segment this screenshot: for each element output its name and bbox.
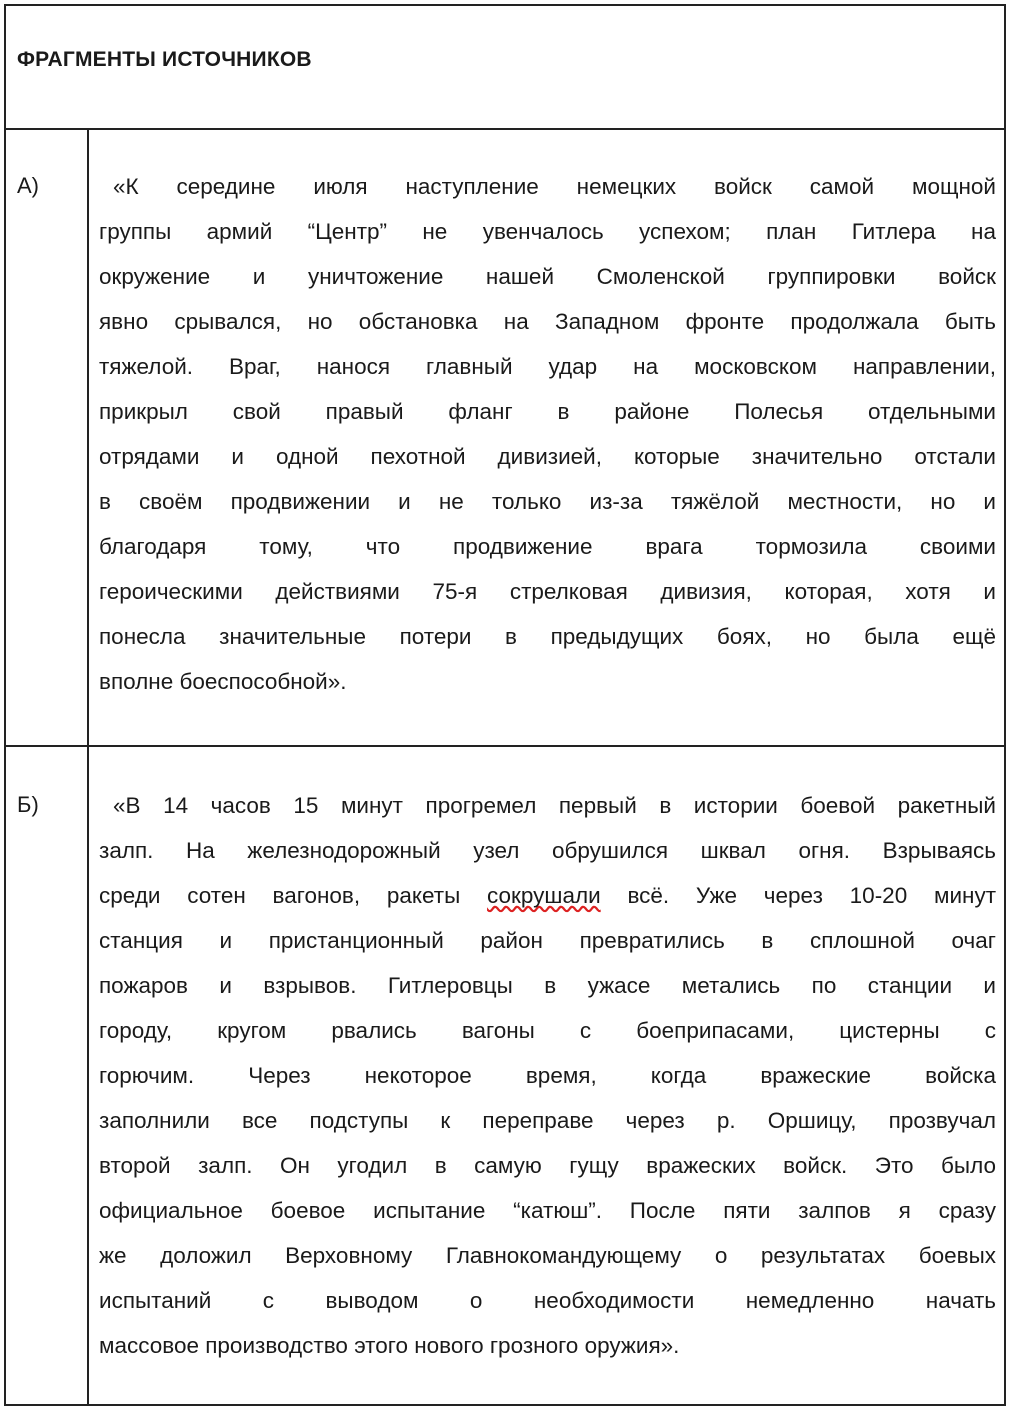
text-line: же доложил Верховному Главнокомандующему о результатах боевых [99, 1243, 996, 1268]
text-line: благодаря тому, что продвижение врага тормозила своими [99, 534, 996, 559]
text-line: понесла значительные потери в предыдущих боях, но была ещё [99, 624, 996, 649]
text-line: окружение и уничтожение нашей Смоленской группировки войск [99, 264, 996, 289]
text-line: горючим. Через некоторое время, когда вражеские войска [99, 1063, 996, 1088]
text-line: прикрыл свой правый фланг в районе Полесья отдельными [99, 399, 996, 424]
fragment-label: А) [17, 173, 39, 198]
sources-table [4, 4, 1006, 1406]
table-title: ФРАГМЕНТЫ ИСТОЧНИКОВ [17, 48, 312, 71]
text-line: «К середине июля наступление немецких войск самой мощной [113, 174, 996, 199]
text-line: группы армий “Центр” не увенчалось успехом; план Гитлера на [99, 219, 996, 244]
text-line: отрядами и одной пехотной дивизией, которые значительно отстали [99, 444, 996, 469]
fragment-row-b [6, 747, 1004, 1406]
fragment-row-a [6, 128, 1004, 747]
text-line: среди сотен вагонов, ракеты сокрушали всё. Уже через 10-20 минут [99, 883, 996, 908]
text-line: явно срывался, но обстановка на Западном фронте продолжала быть [99, 309, 996, 334]
spellcheck-underline[interactable]: сокрушали [487, 883, 601, 908]
text-line: залп. На железнодорожный узел обрушился шквал огня. Взрываясь [99, 838, 996, 863]
fragment-text [99, 164, 996, 704]
table-header [6, 6, 1004, 130]
text-line: пожаров и взрывов. Гитлеровцы в ужасе метались по станции и [99, 973, 996, 998]
text-line: в своём продвижении и не только из-за тяжёлой местности, но и [99, 489, 996, 514]
text-line: тяжелой. Враг, нанося главный удар на московском направлении, [99, 354, 996, 379]
text-line: вполне боеспособной». [99, 669, 347, 694]
fragment-label: Б) [17, 792, 39, 817]
text-line: заполнили все подступы к переправе через р. Оршицу, прозвучал [99, 1108, 996, 1133]
fragment-text [99, 783, 996, 1368]
text-line: героическими действиями 75-я стрелковая дивизия, которая, хотя и [99, 579, 996, 604]
text-line: «В 14 часов 15 минут прогремел первый в истории боевой ракетный [113, 793, 996, 818]
text-line: официальное боевое испытание “катюш”. После пяти залпов я сразу [99, 1198, 996, 1223]
text-line: городу, кругом рвались вагоны с боеприпасами, цистерны с [99, 1018, 996, 1043]
text-line: массовое производство этого нового грозного оружия». [99, 1333, 680, 1358]
text-line: второй залп. Он угодил в самую гущу вражеских войск. Это было [99, 1153, 996, 1178]
text-line: станция и пристанционный район превратились в сплошной очаг [99, 928, 996, 953]
text-line: испытаний с выводом о необходимости немедленно начать [99, 1288, 996, 1313]
